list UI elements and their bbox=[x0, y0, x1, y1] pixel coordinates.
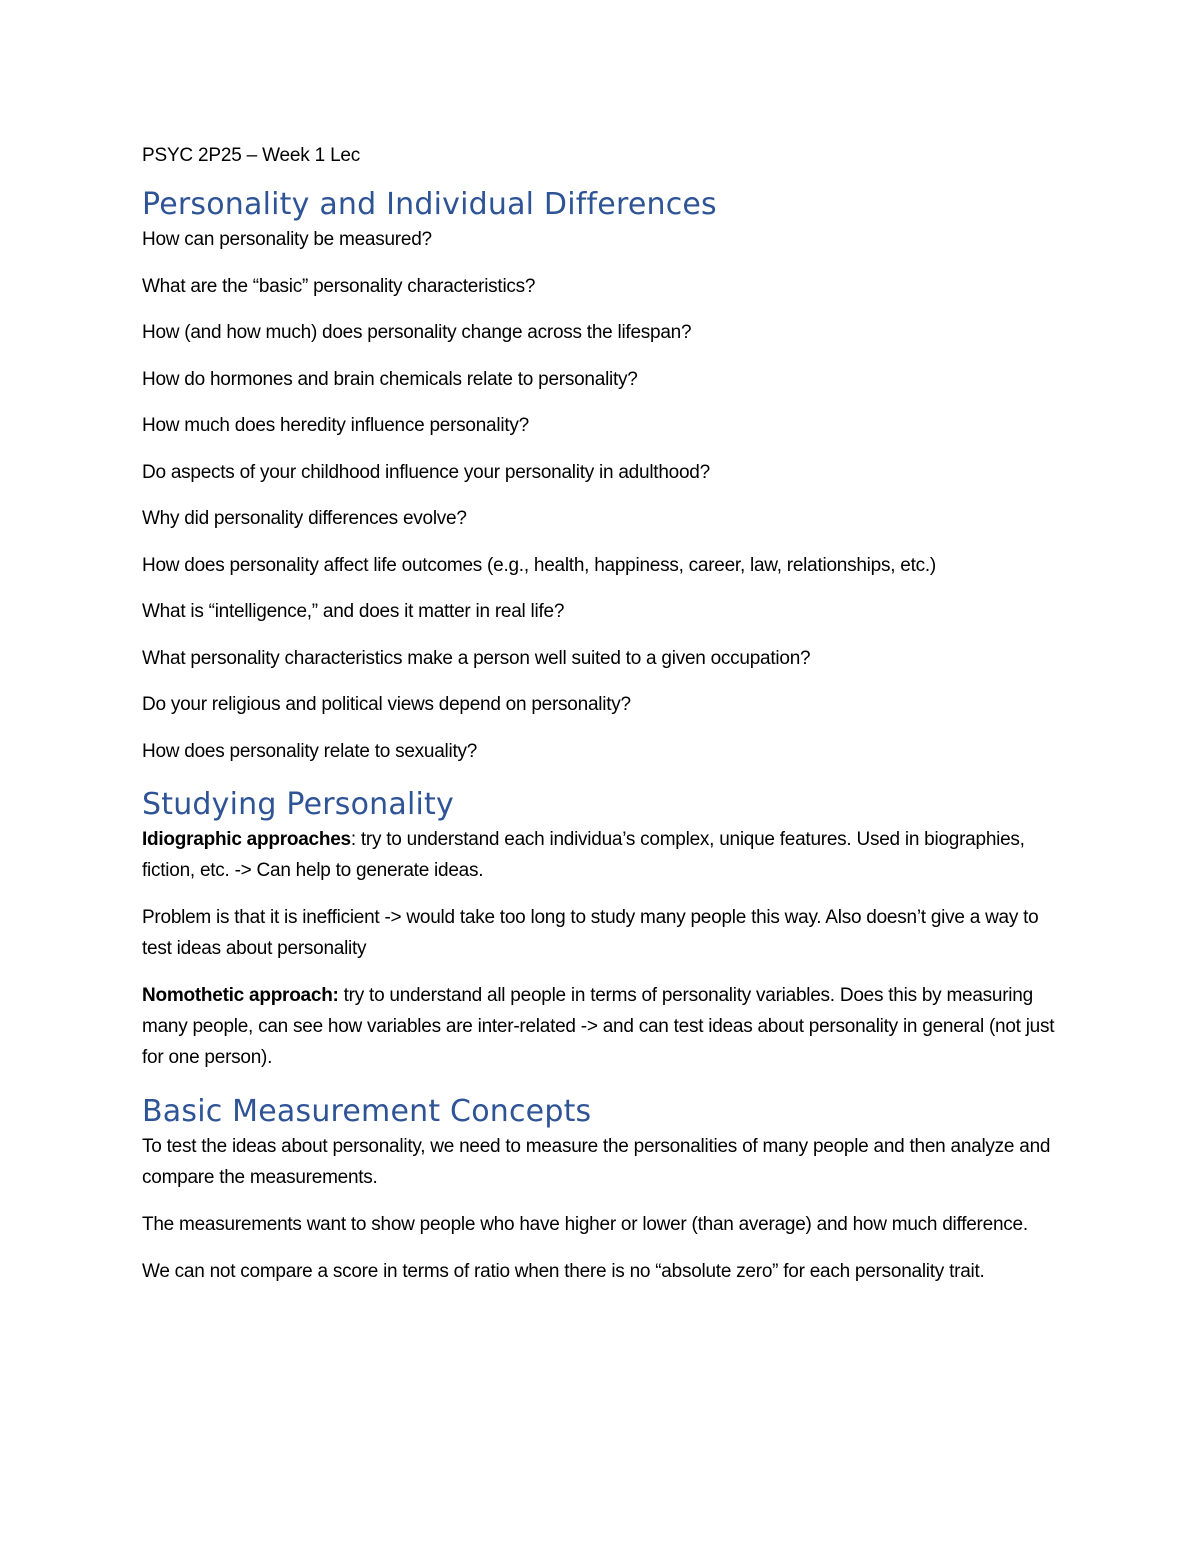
heading-studying-personality: Studying Personality bbox=[142, 787, 454, 822]
question-item: What personality characteristics make a person well suited to a given occupation? bbox=[142, 647, 811, 669]
document-title: PSYC 2P25 – Week 1 Lec bbox=[142, 145, 361, 166]
question-item: How does personality relate to sexuality? bbox=[142, 740, 478, 762]
heading-basic-measurement: Basic Measurement Concepts bbox=[142, 1094, 592, 1129]
paragraph-measurement-2: The measurements want to show people who have higher or lower (than average) and how much difference. bbox=[142, 1214, 1028, 1235]
term-nomothetic: Nomothetic approach: bbox=[142, 985, 339, 1006]
question-item: What is “intelligence,” and does it matter in real life? bbox=[142, 601, 565, 622]
question-item: Do your religious and political views depend on personality? bbox=[142, 694, 631, 715]
question-item: How (and how much) does personality change across the lifespan? bbox=[142, 322, 692, 343]
document-page bbox=[142, 140, 1062, 1303]
question-item: Do aspects of your childhood influence your personality in adulthood? bbox=[142, 461, 710, 483]
question-item: How do hormones and brain chemicals relate to personality? bbox=[142, 368, 638, 390]
paragraph-text: try to understand all people in terms of personality variables. Does this by measuring many people, can see how variables are inter-related -> and can test ideas about personality in general (not just for one person). bbox=[142, 985, 1055, 1068]
heading-personality-differences: Personality and Individual Differences bbox=[142, 187, 717, 222]
question-item: Why did personality differences evolve? bbox=[142, 508, 467, 529]
paragraph-problem: Problem is that it is inefficient -> would take too long to study many people this way. Also doesn’t give a way to test ideas about personality bbox=[142, 907, 1039, 959]
paragraph-nomothetic bbox=[142, 980, 1062, 1073]
paragraph-text: : try to understand each individua’s complex, unique features. Used in biographies, fiction, etc. -> Can help to generate ideas. bbox=[142, 829, 1025, 881]
question-item: How does personality affect life outcomes (e.g., health, happiness, career, law, relationships, etc.) bbox=[142, 554, 936, 576]
question-item: How can personality be measured? bbox=[142, 229, 432, 250]
paragraph-idiographic bbox=[142, 824, 1062, 886]
paragraph-measurement-1: To test the ideas about personality, we need to measure the personalities of many people and then analyze and compare the measurements. bbox=[142, 1136, 1051, 1188]
question-item: How much does heredity influence personality? bbox=[142, 415, 529, 436]
question-item: What are the “basic” personality characteristics? bbox=[142, 275, 536, 297]
term-idiographic: Idiographic approaches bbox=[142, 829, 351, 850]
question-list bbox=[142, 224, 1062, 767]
paragraph-measurement-3: We can not compare a score in terms of ratio when there is no “absolute zero” for each personality trait. bbox=[142, 1261, 985, 1282]
